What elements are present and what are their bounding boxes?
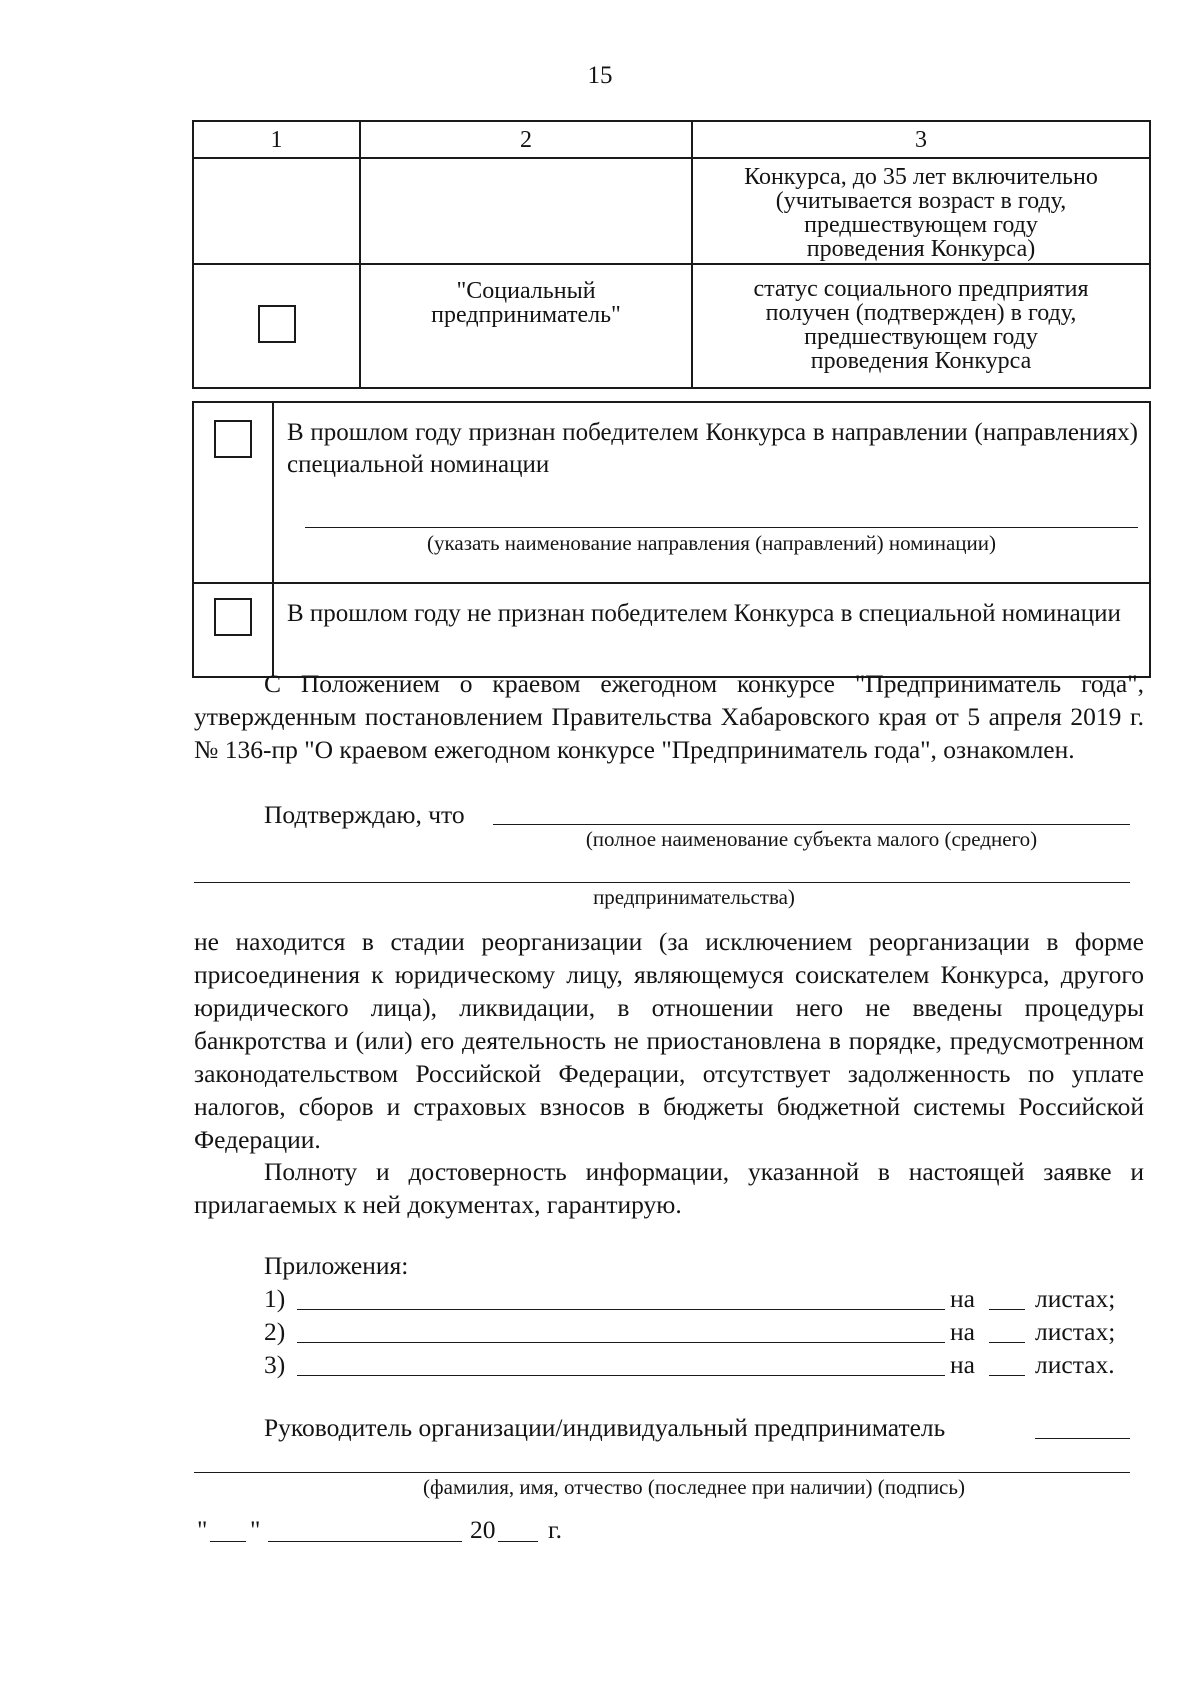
nomination-table (192, 120, 1151, 389)
attachment-3-num: 3) (264, 1350, 286, 1379)
date-close-quote: " (250, 1515, 261, 1544)
option-checkbox-cell (193, 583, 273, 677)
table-row (193, 158, 1150, 264)
attachment-1-num: 1) (264, 1284, 286, 1313)
full-name-field[interactable] (194, 1450, 1130, 1473)
confirm-label: Подтверждаю, что (264, 800, 465, 829)
option-checkbox-cell (193, 402, 273, 583)
entity-name-field[interactable] (493, 803, 1130, 825)
cell-line: предшествующем году (804, 324, 1038, 350)
page-number: 15 (587, 62, 613, 89)
signature-label: Руководитель организации/индивидуальный предприниматель (264, 1413, 946, 1442)
cell-line: предприниматель" (431, 302, 621, 328)
table-cell-empty (193, 158, 360, 264)
table-cell-nomination (360, 264, 692, 388)
status-paragraph: не находится в стадии реорганизации (за исключением реорганизации в форме присоединения к юридическому лицу, являющемуся соискателем Конкурса, другого юридического лица), ликвидации, в отношении него не введены процедуры банкротства и (или) его деятельность не приостановлена в порядке, предусмотренном законодательством Российской Федерации, отсутствует задолженность по уплате налогов, сборов и страховых взносов в бюджеты бюджетной системы Российской Федерации. (194, 927, 1144, 1154)
table-cell-checkbox (193, 264, 360, 388)
full-name-caption: (фамилия, имя, отчество (последнее при наличии) (подпись) (423, 1475, 965, 1499)
option-text-cell (273, 402, 1150, 583)
option-row-not-winner (193, 583, 1150, 677)
not-winner-option-text: В прошлом году не признан победителем Конкурса в специальной номинации (287, 600, 1121, 627)
entity-name-caption-2: предпринимательства) (593, 885, 795, 909)
table-header-1: 1 (193, 121, 360, 158)
attachment-1-on: на (950, 1284, 975, 1313)
attachment-2-on: на (950, 1317, 975, 1346)
nomination-direction-field[interactable] (305, 507, 1138, 528)
cell-line: проведения Конкурса (810, 348, 1032, 374)
not-winner-checkbox[interactable] (214, 598, 252, 636)
date-open-quote: " (197, 1515, 208, 1544)
table-header-row (193, 121, 1150, 158)
table-cell-age-condition (692, 158, 1150, 264)
winner-option-text: В прошлом году признан победителем Конкурса в направлении (направлениях) специальной номинации (287, 419, 1138, 478)
entity-name-caption-1: (полное наименование субъекта малого (среднего) (585, 827, 1038, 851)
special-nomination-options (192, 401, 1151, 678)
attachment-2-num: 2) (264, 1317, 286, 1346)
attachment-1-field[interactable] (297, 1285, 945, 1310)
table-cell-empty (360, 158, 692, 264)
attachments-heading: Приложения: (264, 1251, 409, 1280)
date-day-field[interactable] (210, 1519, 246, 1542)
attachment-2-sheets: листах; (1035, 1317, 1116, 1346)
attachment-3-sheets: листах. (1035, 1350, 1115, 1379)
date-year-suffix: г. (548, 1515, 562, 1544)
date-year-prefix: 20 (470, 1515, 496, 1544)
winner-checkbox[interactable] (214, 420, 252, 458)
date-year-field[interactable] (498, 1519, 538, 1542)
attachment-1-sheets: листах; (1035, 1284, 1116, 1313)
table-row (193, 264, 1150, 388)
attachment-3-field[interactable] (297, 1351, 945, 1376)
regulation-paragraph: С Положением о краевом ежегодном конкурсе "Предприниматель года", утвержденным постановлением Правительства Хабаровского края от 5 апреля 2019 г. № 136-пр "О краевом ежегодном конкурсе "Предприниматель года", ознакомлен. (194, 669, 1144, 764)
nomination-direction-caption: (указать наименование направления (направлений) номинации) (427, 531, 996, 555)
cell-line: статус социального предприятия (753, 276, 1089, 302)
attachment-3-on: на (950, 1350, 975, 1379)
cell-line: Конкурса, до 35 лет включительно (744, 164, 1098, 190)
cell-line: проведения Конкурса) (806, 236, 1036, 262)
attachment-1-sheets-field[interactable] (989, 1285, 1025, 1310)
cell-line: получен (подтвержден) в году, (765, 300, 1077, 326)
attachment-2-sheets-field[interactable] (989, 1318, 1025, 1343)
cell-line: "Социальный (456, 278, 596, 304)
date-month-field[interactable] (268, 1519, 462, 1542)
attachment-3-sheets-field[interactable] (989, 1351, 1025, 1376)
guarantee-paragraph: Полноту и достоверность информации, указанной в настоящей заявке и прилагаемых к ней документах, гарантирую. (194, 1157, 1144, 1219)
entity-name-field-cont[interactable] (194, 862, 1130, 883)
table-header-3: 3 (692, 121, 1150, 158)
table-cell-status-condition (692, 264, 1150, 388)
attachment-2-field[interactable] (297, 1318, 945, 1343)
cell-line: предшествующем году (804, 212, 1038, 238)
option-text-cell (273, 583, 1150, 677)
social-entrepreneur-checkbox[interactable] (258, 305, 296, 343)
cell-line: (учитывается возраст в году, (775, 188, 1067, 214)
table-header-2: 2 (360, 121, 692, 158)
signature-field[interactable] (1035, 1414, 1130, 1439)
option-row-winner (193, 402, 1150, 583)
